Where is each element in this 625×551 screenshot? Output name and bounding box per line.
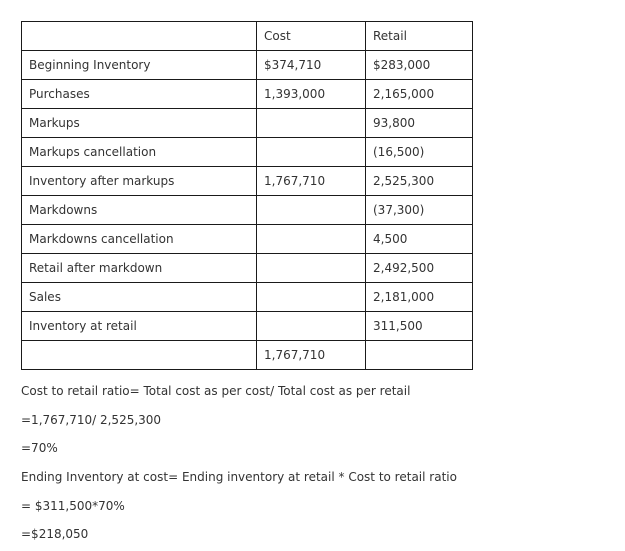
row-retail-cell: 2,181,000 xyxy=(366,283,473,312)
row-cost-cell xyxy=(257,254,366,283)
ending-inventory-result-text: =$218,050 xyxy=(21,527,89,542)
row-label-cell: Markdowns xyxy=(22,196,257,225)
ending-inventory-computation-text: = $311,500*70% xyxy=(21,498,125,513)
table-row xyxy=(22,80,473,109)
row-cost-cell xyxy=(257,138,366,167)
row-label-cell: Markups cancellation xyxy=(22,138,257,167)
row-cost-cell xyxy=(257,196,366,225)
inventory-table xyxy=(21,21,473,370)
row-retail-cell: (16,500) xyxy=(366,138,473,167)
row-retail-cell: 4,500 xyxy=(366,225,473,254)
header-cost-cell: Cost xyxy=(257,22,366,51)
header-retail-cell: Retail xyxy=(366,22,473,51)
ratio-computation-text: =1,767,710/ 2,525,300 xyxy=(21,412,162,427)
table-row xyxy=(22,312,473,341)
table-row xyxy=(22,167,473,196)
ratio-formula-text: Cost to retail ratio= Total cost as per cost/ Total cost as per retail xyxy=(21,384,411,398)
row-cost-cell xyxy=(257,225,366,254)
table-total-row xyxy=(22,341,473,370)
ratio-result-text: =70% xyxy=(21,441,58,456)
table-row xyxy=(22,254,473,283)
table-row xyxy=(22,138,473,167)
row-retail-cell: (37,300) xyxy=(366,196,473,225)
row-cost-cell: $374,710 xyxy=(257,51,366,80)
table-row xyxy=(22,51,473,80)
calculation-notes xyxy=(21,377,457,549)
table-row xyxy=(22,283,473,312)
row-retail-cell: 93,800 xyxy=(366,109,473,138)
row-cost-cell xyxy=(257,283,366,312)
row-label-cell: Markdowns cancellation xyxy=(22,225,257,254)
row-cost-cell: 1,393,000 xyxy=(257,80,366,109)
header-label-cell xyxy=(22,22,257,51)
row-label-cell: Inventory at retail xyxy=(22,312,257,341)
row-cost-cell: 1,767,710 xyxy=(257,167,366,196)
table-row xyxy=(22,225,473,254)
row-retail-cell: $283,000 xyxy=(366,51,473,80)
row-label-cell: Purchases xyxy=(22,80,257,109)
row-retail-cell: 311,500 xyxy=(366,312,473,341)
row-label-cell: Retail after markdown xyxy=(22,254,257,283)
row-label-cell: Sales xyxy=(22,283,257,312)
row-label-cell: Markups xyxy=(22,109,257,138)
row-cost-cell xyxy=(257,312,366,341)
row-cost-cell xyxy=(257,109,366,138)
row-label-cell xyxy=(22,341,257,370)
row-retail-cell: 2,492,500 xyxy=(366,254,473,283)
row-retail-cell: 2,165,000 xyxy=(366,80,473,109)
table-row xyxy=(22,196,473,225)
row-cost-cell: 1,767,710 xyxy=(257,341,366,370)
row-label-cell: Inventory after markups xyxy=(22,167,257,196)
table-row xyxy=(22,109,473,138)
row-retail-cell: 2,525,300 xyxy=(366,167,473,196)
ending-inventory-formula-text: Ending Inventory at cost= Ending inventory at retail * Cost to retail ratio xyxy=(21,470,457,485)
row-label-cell: Beginning Inventory xyxy=(22,51,257,80)
table-header-row xyxy=(22,22,473,51)
row-retail-cell xyxy=(366,341,473,370)
